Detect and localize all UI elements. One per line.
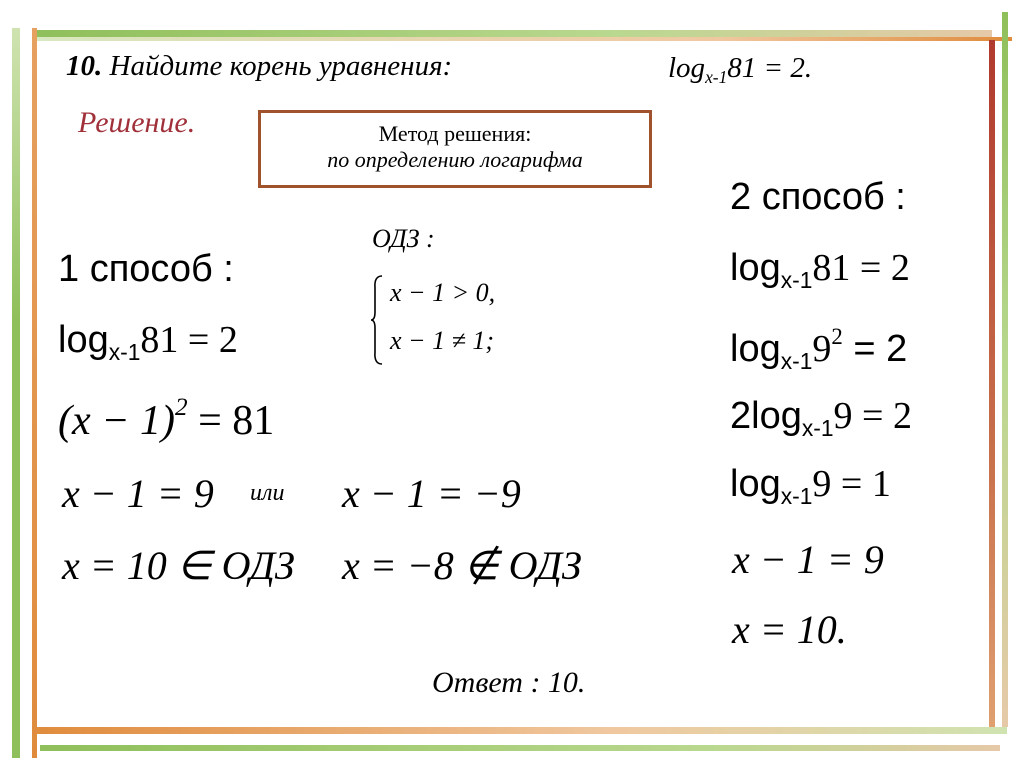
odz-brace [370,274,384,366]
method2-title: 2 способ : [730,176,906,218]
method1-line4b: x = −8 ∉ ОДЗ [342,543,582,588]
right-bar-green [1002,12,1008,727]
method1-line2: $(x - 1)^2 = 81$ [58,394,275,444]
method2-line4: $\log_{x-1}9 = 1$ [730,463,891,509]
left-bar-orange [32,28,37,758]
odz-condition-1: x − 1 > 0, [390,278,496,307]
method-title: Метод решения: [378,121,532,146]
odz-condition-2: x − 1 ≠ 1; [390,326,495,355]
solution-label: Решение. [78,106,196,139]
problem-text: Найдите корень уравнения: [109,50,453,82]
odz-label: ОДЗ : [372,224,435,253]
method2-line2: $\log_{x-1}9^2 = 2$ [730,324,908,375]
problem-heading [66,50,452,83]
top-bar-orange [32,37,1012,41]
method1-line1: $\log_{x-1}81 = 2$ [58,319,238,365]
bottom-bar-orange [32,727,1007,734]
answer: Ответ : 10. [432,666,586,699]
top-bar-green [32,30,992,37]
right-bar-red [989,40,995,730]
method1-or: или [250,480,285,506]
left-bar-green [12,28,20,758]
bottom-bar-green [40,745,1000,751]
method1-line3: x − 1 = 9 [62,471,214,516]
problem-equation: $\log_{x-1}81 = 2$. [668,52,813,88]
method1-line3b: x − 1 = −9 [342,471,521,516]
method2-line6: x = 10. [732,607,847,652]
method1-title: 1 способ : [58,248,234,290]
method2-line3: $2\log_{x-1}9 = 2$ [730,395,912,441]
method-box [258,110,652,188]
method1-line4: x = 10 ∈ ОДЗ [62,543,295,588]
method2-line5: x − 1 = 9 [732,537,884,582]
method2-line1: $\log_{x-1}81 = 2$ [730,247,910,293]
problem-number: 10. [66,50,103,82]
method-subtitle: по определению логарифма [327,147,583,172]
